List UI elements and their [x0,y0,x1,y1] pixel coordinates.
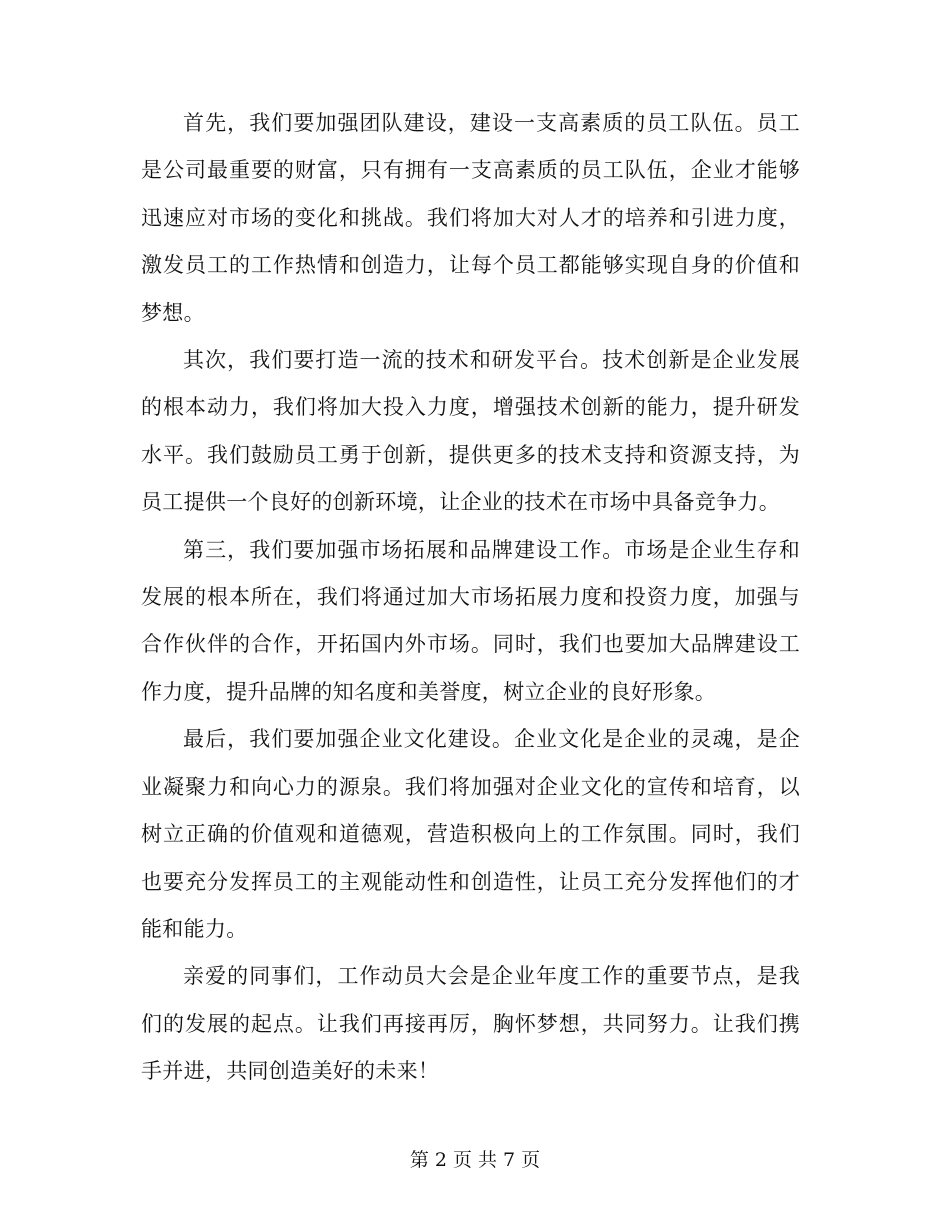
document-body [141,100,800,1096]
paragraph-corporate-culture: 最后，我们要加强企业文化建设。企业文化是企业的灵魂，是企业凝聚力和向心力的源泉。我们将加强对企业文化的宣传和培育，以树立正确的价值观和道德观，营造积极向上的工作氛围。同时，我们也要充分发挥员工的主观能动性和创造性，让员工充分发挥他们的才能和能力。 [141,727,800,941]
paragraph-team-building: 首先，我们要加强团队建设，建设一支高素质的员工队伍。员工是公司最重要的财富，只有拥有一支高素质的员工队伍，企业才能够迅速应对市场的变化和挑战。我们将加大对人才的培养和引进力度，激发员工的工作热情和创造力，让每个员工都能够实现自身的价值和梦想。 [141,111,800,325]
page-number-footer: 第 2 页 共 7 页 [409,1149,541,1171]
paragraph-tech-platform: 其次，我们要打造一流的技术和研发平台。技术创新是企业发展的根本动力，我们将加大投入力度，增强技术创新的能力，提升研发水平。我们鼓励员工勇于创新，提供更多的技术支持和资源支持，为员工提供一个良好的创新环境，让企业的技术在市场中具备竞争力。 [141,348,800,515]
paragraph-market-brand: 第三，我们要加强市场拓展和品牌建设工作。市场是企业生存和发展的根本所在，我们将通过加大市场拓展力度和投资力度，加强与合作伙伴的合作，开拓国内外市场。同时，我们也要加大品牌建设工作力度，提升品牌的知名度和美誉度，树立企业的良好形象。 [141,537,800,704]
paragraph-closing: 亲爱的同事们，工作动员大会是企业年度工作的重要节点，是我们的发展的起点。让我们再接再厉，胸怀梦想，共同努力。让我们携手并进，共同创造美好的未来！ [141,964,800,1084]
